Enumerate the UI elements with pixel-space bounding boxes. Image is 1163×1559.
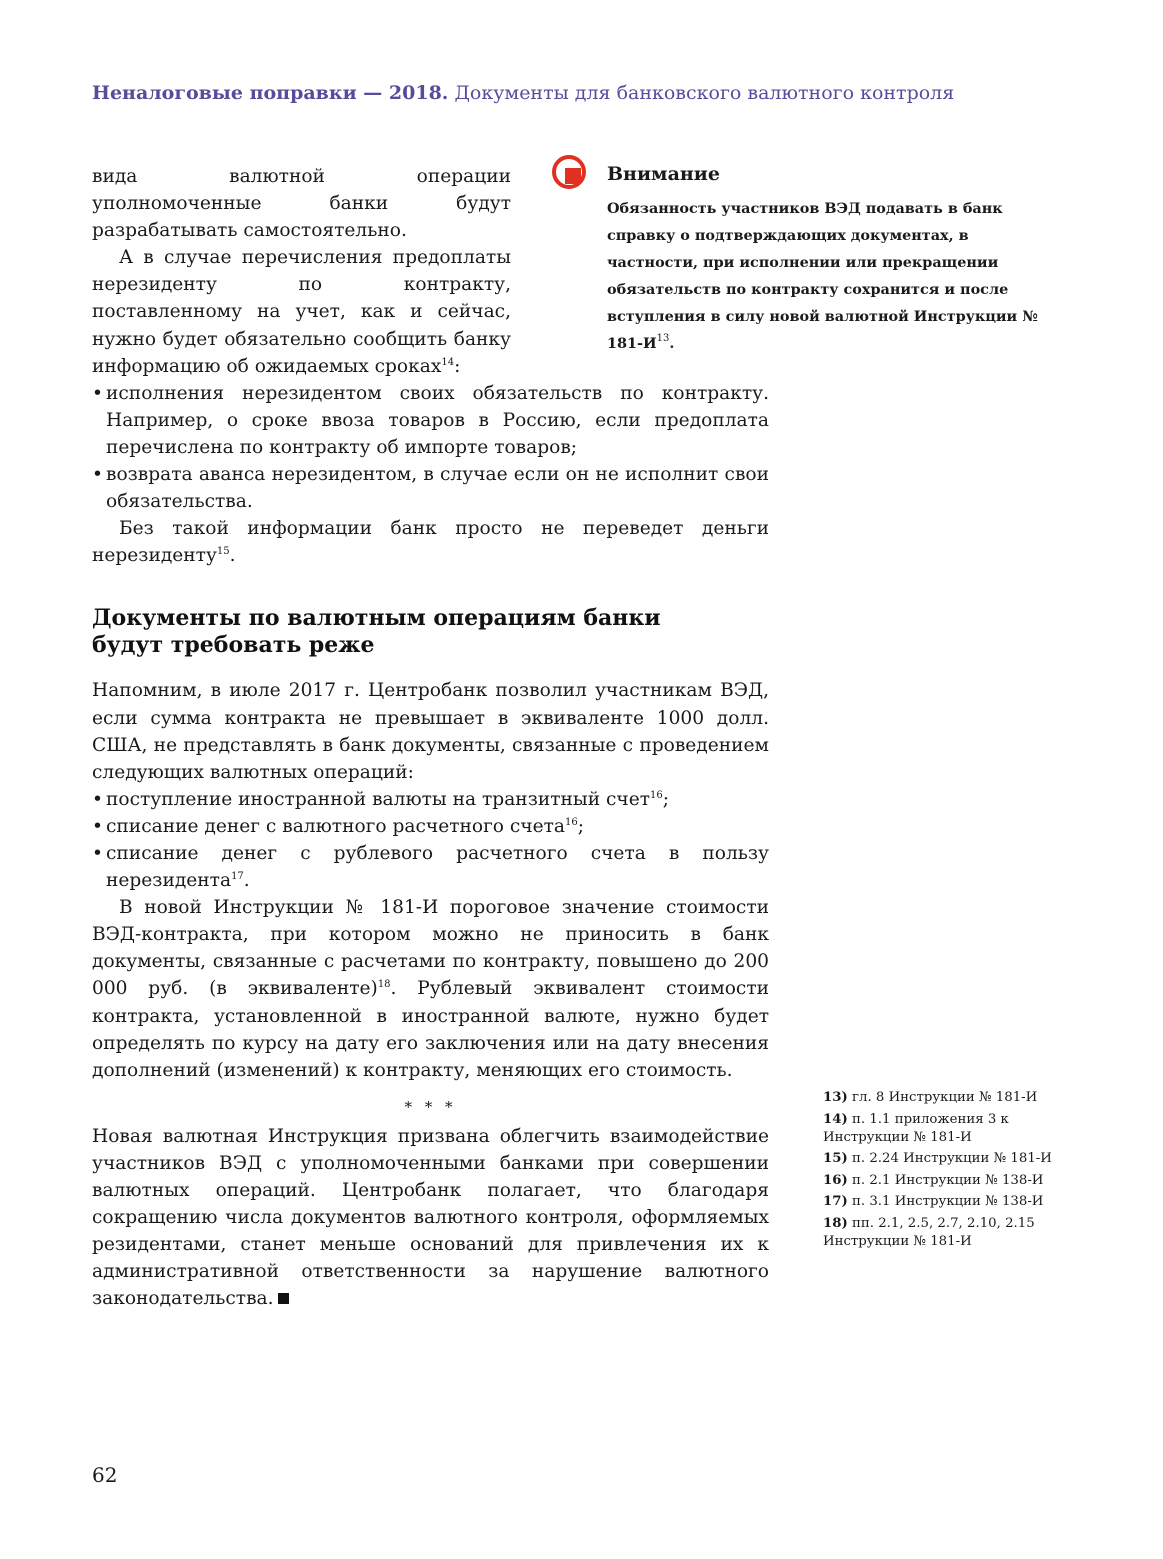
- list-item: • списание денег с рублевого расчетного счета в пользу нерезидента$^{17}$.: [92, 840, 769, 894]
- paragraph: Без такой информации банк просто не переведет деньги нерезиденту$^{15}$.: [92, 518, 769, 567]
- footnote: 13) гл. 8 Инструкции № 181-И: [823, 1090, 1038, 1105]
- footnote-ref: 18: [377, 979, 391, 991]
- paragraph: вида валютной операции уполномоченные банки будут разрабатывать самостоятельно.: [92, 166, 511, 242]
- section-heading: Документы по валютным операциям банки будут требовать реже: [92, 605, 661, 659]
- list-item: • исполнения нерезидентом своих обязательств по контракту. Например, о сроке ввоза товаров в Россию, если предоплата перечислена по контракту об импорте товаров;: [92, 380, 769, 461]
- footnote: 18) пп. 2.1, 2.5, 2.7, 2.10, 2.15 Инструкции № 181-И: [823, 1215, 1035, 1249]
- list-item: • списание денег с валютного расчетного счета$^{16}$;: [92, 813, 769, 840]
- running-header: [92, 82, 954, 104]
- footnote: 17) п. 3.1 Инструкции № 138-И: [823, 1194, 1044, 1209]
- attention-title: Внимание: [607, 163, 720, 185]
- footnote: 16) п. 2.1 Инструкции № 138-И: [823, 1172, 1044, 1188]
- footnote: 15) п. 2.24 Инструкции № 181-И: [823, 1151, 1052, 1166]
- paragraph: Напомним, в июле 2017 г. Центробанк позволил участникам ВЭД, если сумма контракта не превышает в эквиваленте 1000 долл. США, не представлять в банк документы, связанные с проведением следующих валютных операций:: [92, 680, 769, 783]
- footnote-ref: 13: [656, 333, 670, 344]
- bullet-list: [92, 786, 769, 894]
- end-mark-icon: [278, 1293, 289, 1304]
- footnote-ref: 15: [216, 546, 230, 558]
- footnotes: [823, 1089, 1053, 1254]
- section-separator: * * *: [404, 1097, 457, 1116]
- paragraph: А в случае перечисления предоплаты нерезиденту по контракту, поставленному на учет, как и сейчас, нужно будет обязательно сообщить банку информацию об ожидаемых сроках$^{14}$:: [92, 247, 511, 377]
- header-rest: Документы для банковского валютного контроля: [454, 82, 955, 104]
- bullet-list: [92, 380, 769, 515]
- attention-text: Обязанность участников ВЭД подавать в банк справку о подтверждающих документах, в частности, при исполнении или прекращении обязательств по контракту сохранится и после вступления в силу новой валютной Инструкции № $181-И^{13}$.: [607, 200, 1038, 352]
- stop-icon: [552, 155, 586, 189]
- list-item: • поступление иностранной валюты на транзитный счет$^{16}$;: [92, 786, 769, 813]
- list-item: • возврата аванса нерезидентом, в случае если он не исполнит свои обязательства.: [92, 461, 769, 515]
- page-number: 62: [92, 1463, 118, 1487]
- paragraph: В новой Инструкции № 181-И пороговое значение стоимости ВЭД-контракта, при котором можно не приносить в банк документы, связанные с расчетами по контракту, повышено до 200 000 руб. (в эквиваленте)$^{18}$. Рублевый эквивалент стоимости контракта, установленной в иностранной валюте, нужно будет определять по курсу на дату его заключения или на дату внесения дополнений (изменений) к контракту, меняющих его стоимость.: [92, 897, 770, 1081]
- footnote-ref: 14: [441, 356, 455, 368]
- header-bold: Неналоговые поправки — 2018.: [92, 82, 449, 104]
- paragraph: Новая валютная Инструкция призвана облегчить взаимодействие участников ВЭД с уполномоченными банками при совершении валютных операций. Центробанк полагает, что благодаря сокращению числа документов валютного контроля, оформляемых резидентами, станет меньше оснований для привлечения их к административной ответственности за нарушение валютного законодательства.: [92, 1125, 769, 1310]
- footnote: 14) п. 1.1 приложения 3 к Инструкции № 181-И: [823, 1111, 1009, 1145]
